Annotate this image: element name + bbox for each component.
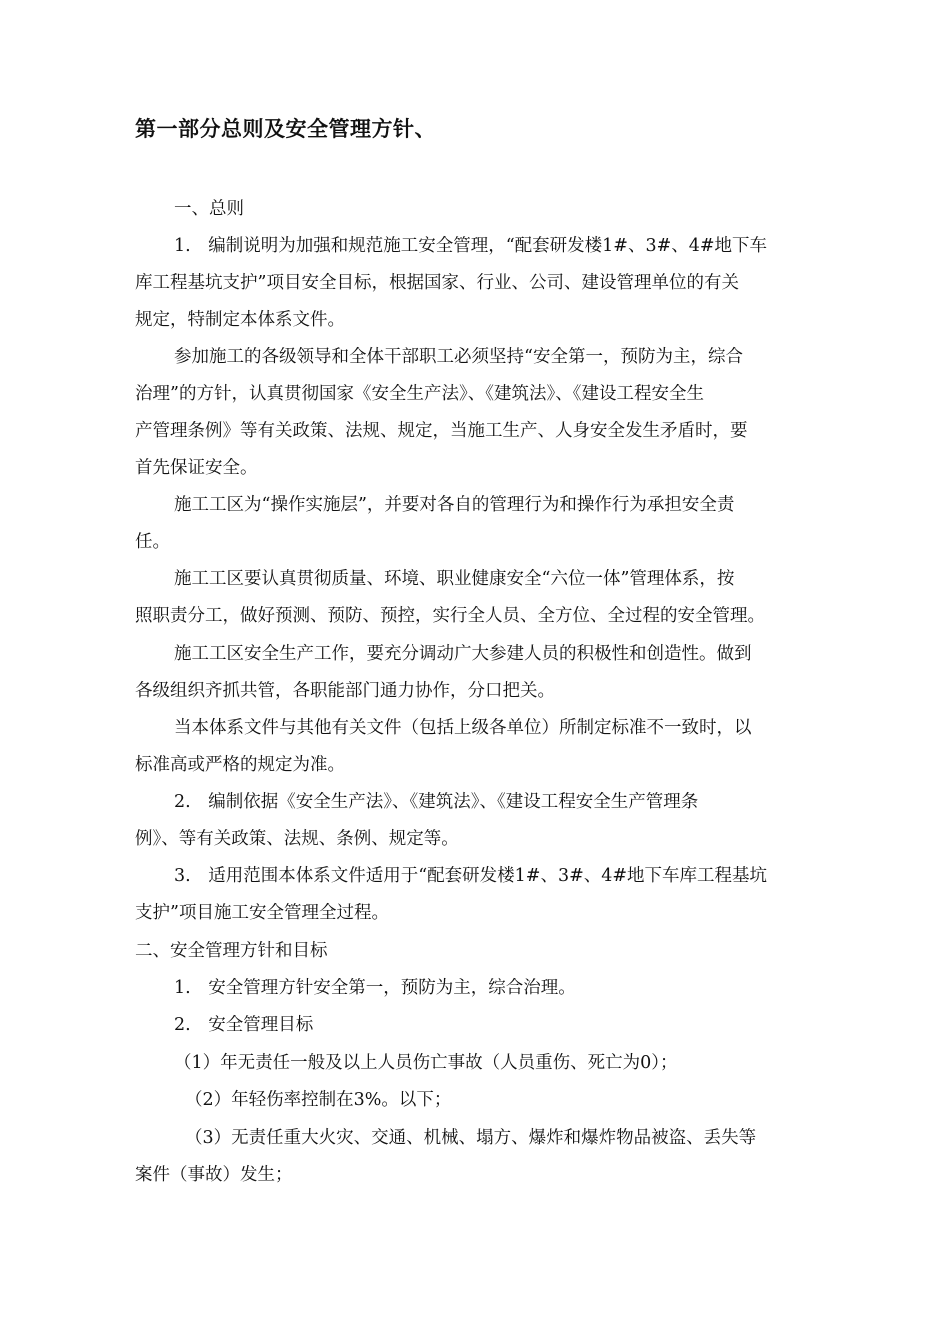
paragraph-line: 例》、等有关政策、法规、条例、规定等。: [135, 829, 459, 849]
paragraph-line: 1. 安全管理方针安全第一，预防为主，综合治理。: [174, 978, 576, 998]
paragraph-line: 1. 编制说明为加强和规范施工安全管理，“配套研发楼1#、3#、4#地下车: [174, 236, 768, 256]
list-item: 案件（事故）发生；: [135, 1165, 293, 1185]
list-item: （2）年轻伤率控制在3%。以下；: [185, 1090, 452, 1110]
paragraph-line: 当本体系文件与其他有关文件（包括上级各单位）所制定标准不一致时，以: [174, 718, 752, 738]
paragraph-line: 施工工区安全生产工作，要充分调动广大参建人员的积极性和创造性。做到: [174, 644, 752, 664]
list-item: （1）年无责任一般及以上人员伤亡事故（人员重伤、死亡为0）；: [174, 1053, 678, 1073]
paragraph-line: 支护”项目施工安全管理全过程。: [135, 903, 389, 923]
paragraph-line: 产管理条例》等有关政策、法规、规定，当施工生产、人身安全发生矛盾时，要: [135, 421, 748, 441]
paragraph-line: 规定，特制定本体系文件。: [135, 310, 345, 330]
paragraph-line: 库工程基坑支护”项目安全目标，根据国家、行业、公司、建设管理单位的有关: [135, 273, 739, 293]
paragraph-line: 首先保证安全。: [135, 458, 258, 478]
paragraph-line: 2. 安全管理目标: [174, 1015, 314, 1035]
list-item: （3）无责任重大火灾、交通、机械、塌方、爆炸和爆炸物品被盗、丢失等: [185, 1128, 757, 1148]
paragraph-line: 参加施工的各级领导和全体干部职工必须坚持“安全第一，预防为主，综合: [174, 347, 743, 367]
paragraph-line: 3. 适用范围本体系文件适用于“配套研发楼1#、3#、4#地下车库工程基坑: [174, 866, 768, 886]
section-heading-general: 一、总则: [174, 199, 244, 219]
paragraph-line: 标准高或严格的规定为准。: [135, 755, 345, 775]
paragraph-line: 2. 编制依据《安全生产法》、《建筑法》、《建设工程安全生产管理条: [174, 792, 699, 812]
paragraph-line: 各级组织齐抓共管，各职能部门通力协作，分口把关。: [135, 681, 555, 701]
page-title: 第一部分总则及安全管理方针、: [135, 117, 436, 141]
paragraph-line: 任。: [135, 532, 170, 552]
section-heading-policy: 二、安全管理方针和目标: [135, 941, 328, 961]
paragraph-line: 施工工区要认真贯彻质量、环境、职业健康安全“六位一体”管理体系，按: [174, 569, 735, 589]
paragraph-line: 施工工区为“操作实施层”，并要对各自的管理行为和操作行为承担安全责: [174, 495, 735, 515]
paragraph-line: 照职责分工，做好预测、预防、预控，实行全人员、全方位、全过程的安全管理。: [135, 606, 765, 626]
paragraph-line: 治理”的方针，认真贯彻国家《安全生产法》、《建筑法》、《建设工程安全生: [135, 384, 704, 404]
